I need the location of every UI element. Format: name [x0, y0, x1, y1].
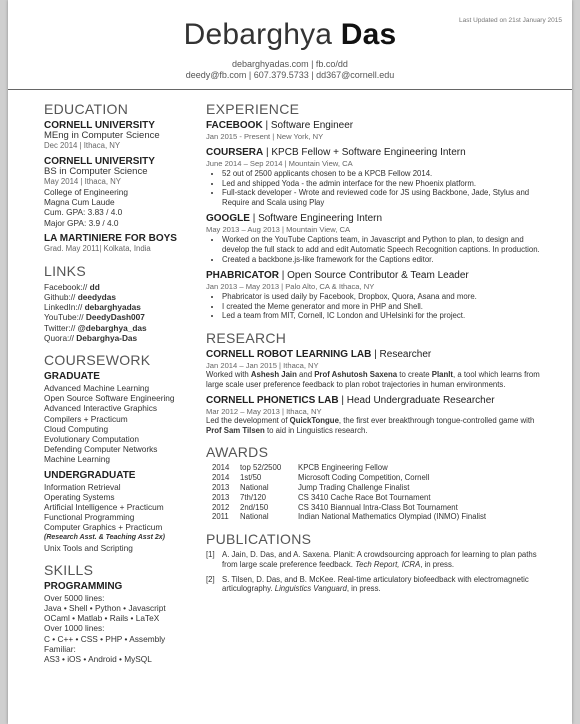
research-entry [206, 349, 546, 389]
link-twitter[interactable] [44, 323, 202, 333]
link-label: Github:// [44, 292, 76, 303]
job-meta: May 2013 – Aug 2013 | Mountain View, CA [206, 225, 351, 235]
skills-list: Java • Shell • Python • Javascript [44, 603, 166, 614]
school-meta: May 2014 | Ithaca, NY [44, 177, 122, 186]
job-bullet: • Created a backbone.js-like framework for the Captions editor. [222, 255, 546, 265]
job-role: | Software Engineering Intern [252, 213, 383, 225]
job-company: PHABRICATOR [206, 270, 279, 282]
left-column [44, 101, 202, 664]
award-row: 2013 National Jump Trading Challenge Finalist [212, 482, 410, 492]
contact-line-2: deedy@fb.com | 607.379.5733 | dd367@cornell.edu [185, 70, 395, 80]
skills-list: C • C++ • CSS • PHP • Assembly [44, 633, 166, 644]
job-role: | Open Source Contributor & Team Leader [281, 270, 469, 282]
skills-list: AS3 • iOS • Android • MySQL [44, 654, 152, 665]
job-company: COURSERA [206, 147, 264, 158]
name-header [8, 18, 572, 52]
links-title: LINKS [44, 262, 86, 279]
education-title: EDUCATION [44, 101, 129, 117]
school-name: LA MARTINIERE FOR BOYS [44, 232, 177, 244]
link-label: LinkedIn:// [44, 302, 83, 313]
research-entry [206, 395, 546, 435]
award-row: 2011 National Indian National Mathematics Olympiad (INMO) Finalist [212, 512, 487, 522]
award-row: 2014 top 52/2500 KPCB Engineering Fellow [212, 463, 388, 473]
link-value: @debarghya_das [77, 322, 147, 333]
link-value: debarghyadas [84, 302, 141, 313]
link-github[interactable] [44, 292, 202, 302]
job-entry [206, 213, 546, 264]
course-item: Machine Learning [44, 454, 110, 465]
link-youtube[interactable] [44, 312, 202, 322]
link-label: Facebook:// [44, 281, 88, 292]
job-bullet: • I created the Meme generator and more in PHP and Shell. [222, 302, 546, 312]
awards-table [212, 463, 486, 522]
job-bullet: • Led a team from MIT, Cornell, IC London and UHelsinki for the project. [222, 311, 546, 321]
programming-title: PROGRAMMING [44, 580, 123, 592]
publication-entry: [1] A. Jain, D. Das, and A. Saxena. Planit: A crowdsourcing approach for learning to plan paths from large scale preference feedback. Tech Report, ICRA, in press. [206, 550, 537, 569]
link-linkedin[interactable] [44, 302, 202, 312]
school-detail: College of Engineering [44, 187, 128, 197]
job-role: | Software Engineer [265, 120, 354, 131]
undergraduate-title: UNDERGRADUATE [44, 469, 136, 481]
lab-name: CORNELL ROBOT LEARNING LAB [206, 348, 372, 360]
lab-meta: Jan 2014 – Jan 2015 | Ithaca, NY [206, 360, 319, 370]
link-value: dd [89, 281, 100, 292]
course-item: Unix Tools and Scripting [44, 542, 133, 553]
course-item: Computer Graphics + Practicum [44, 522, 163, 533]
link-label: YouTube:// [44, 312, 84, 323]
course-item: Defending Computer Networks [44, 444, 158, 455]
school-detail: Cum. GPA: 3.83 / 4.0 [44, 207, 123, 218]
resume-page [8, 0, 572, 724]
course-item: Cloud Computing [44, 423, 109, 434]
course-item: Functional Programming [44, 512, 135, 523]
experience-title: EXPERIENCE [206, 101, 300, 117]
lab-role: | Researcher [374, 348, 432, 360]
job-meta: June 2014 – Sep 2014 | Mountain View, CA [206, 159, 353, 168]
skills-list: OCaml • Matlab • Rails • LaTeX [44, 613, 160, 624]
job-bullet: • Worked on the YouTube Captions team, in Javascript and Python to plan, to design and develop the full stack to add and edit Automatic Speech Recognition captions. In production. [222, 235, 546, 254]
course-item: Compilers + Practicum [44, 413, 128, 424]
course-item: Information Retrieval [44, 481, 121, 492]
job-company: GOOGLE [206, 213, 250, 225]
school-degree: BS in Computer Science [44, 166, 148, 177]
research-title: RESEARCH [206, 329, 287, 346]
course-item: Evolutionary Computation [44, 434, 140, 445]
lab-role: | Head Undergraduate Researcher [341, 395, 495, 407]
job-bullet: • Full-stack developer - Wrote and reviewed code for JS using Backbone, Jade, Stylus and Require and Scala using Play [222, 188, 546, 207]
school-name: CORNELL UNIVERSITY [44, 156, 155, 167]
job-meta: Jan 2015 - Present | New York, NY [206, 132, 324, 141]
school-name: CORNELL UNIVERSITY [44, 120, 155, 131]
award-row: 2012 2nd/150 CS 3410 Biannual Intra-Class Bot Tournament [212, 502, 458, 512]
link-quora[interactable] [44, 333, 202, 343]
publications-title: PUBLICATIONS [206, 531, 312, 548]
course-item: Artificial Intelligence + Practicum [44, 502, 164, 513]
course-item: Advanced Machine Learning [44, 383, 150, 394]
skills-label: Familiar: [44, 643, 76, 654]
last-name: Das [340, 18, 397, 51]
lab-meta: Mar 2012 – May 2013 | Ithaca, NY [206, 407, 322, 417]
skills-label: Over 5000 lines: [44, 592, 105, 603]
skills-label: Over 1000 lines: [44, 623, 105, 634]
lab-name: CORNELL PHONETICS LAB [206, 395, 339, 407]
last-updated: Last Updated on 21st January 2015 [459, 17, 562, 24]
school-meta: Dec 2014 | Ithaca, NY [44, 141, 121, 150]
award-row: 2014 1st/50 Microsoft Coding Competition, Cornell [212, 473, 430, 483]
job-bullet: • Led and shipped Yoda - the admin interface for the new Phoenix platform. [222, 179, 546, 189]
course-item: Open Source Software Engineering [44, 393, 175, 404]
link-label: Twitter:// [44, 322, 76, 333]
school-detail: Major GPA: 3.9 / 4.0 [44, 217, 119, 228]
school-meta: Grad. May 2011| Kolkata, India [44, 243, 151, 253]
job-bullet: • Phabricator is used daily by Facebook, Dropbox, Quora, Asana and more. [222, 292, 546, 302]
awards-title: AWARDS [206, 444, 269, 461]
link-facebook[interactable] [44, 282, 202, 292]
right-column [206, 101, 546, 599]
job-role: | KPCB Fellow + Software Engineering Intern [266, 147, 466, 158]
skills-title: SKILLS [44, 561, 94, 578]
lab-description: Led the development of QuickTongue, the first ever breakthrough tongue-controlled game with Prof Sam Tilsen to aid in Linguistics research. [206, 416, 535, 435]
course-item: Advanced Interactive Graphics [44, 403, 157, 414]
school-degree: MEng in Computer Science [44, 130, 160, 141]
school-detail: Magna Cum Laude [44, 197, 115, 208]
job-entry [206, 120, 546, 141]
job-meta: Jan 2013 – May 2013 | Palo Alto, CA & Ithaca, NY [206, 282, 375, 292]
coursework-title: COURSEWORK [44, 352, 151, 369]
job-company: FACEBOOK [206, 120, 263, 131]
job-bullet: • 52 out of 2500 applicants chosen to be a KPCB Fellow 2014. [222, 169, 546, 179]
link-value: Debarghya-Das [76, 332, 138, 343]
contact-line-1: debarghyadas.com | fb.co/dd [232, 59, 348, 69]
job-entry [206, 270, 546, 321]
link-label: Quora:// [44, 332, 74, 343]
publication-entry: [2] S. Tilsen, D. Das, and B. McKee. Real-time articulatory biofeedback with electromagnetic articulography. Linguistics Vanguard, in press. [206, 574, 529, 594]
first-name: Debarghya [183, 18, 333, 51]
link-value: deedydas [77, 292, 116, 303]
graduate-title: GRADUATE [44, 371, 100, 383]
header-divider [8, 89, 572, 90]
award-row: 2013 7th/120 CS 3410 Cache Race Bot Tournament [212, 492, 431, 502]
lab-description: Worked with Ashesh Jain and Prof Ashutosh Saxena to create PlanIt, a tool which learns from large scale user preference feedback to plan robot trajectories in human environments. [206, 369, 540, 389]
link-value: DeedyDash007 [85, 312, 145, 323]
course-item: Operating Systems [44, 491, 115, 502]
job-entry [206, 147, 546, 207]
course-note: (Research Asst. & Teaching Asst 2x) [44, 533, 165, 541]
